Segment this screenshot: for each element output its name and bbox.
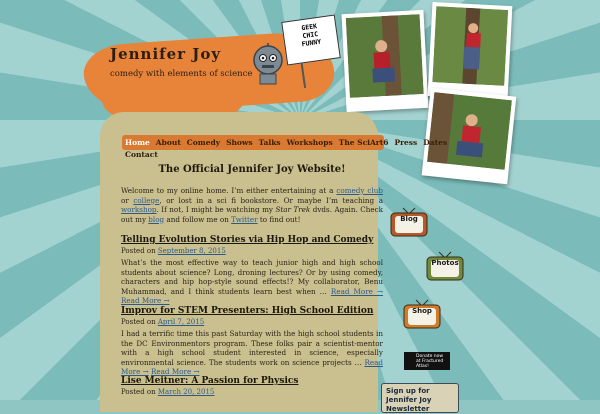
read-more-link[interactable]: Read More → (121, 357, 383, 376)
site-logo[interactable] (110, 45, 253, 85)
main-nav (122, 135, 448, 150)
nav-item-talks[interactable]: Talks (258, 138, 281, 147)
tv-label: Blog (400, 215, 418, 223)
page-title: The Official Jennifer Joy Website! (158, 164, 346, 175)
sign-line: CHIC (301, 29, 319, 41)
post-excerpt-text: What’s the most effective way to teach junior high and high school students about science? Long, droning lectures? Or by using comedy, characters and hip hop-style sound effects!? My collaborator, Benu Muhammad, and I think students learn best when … (121, 258, 383, 296)
nav-item-home[interactable]: Home (125, 138, 150, 147)
blog-tv-button[interactable] (389, 206, 429, 238)
intro-text: to find out! (257, 214, 301, 224)
nav-item-workshops[interactable]: Workshops (286, 138, 333, 147)
intro-text: and follow me on (164, 214, 232, 224)
nav-item-contact[interactable]: Contact (125, 150, 158, 159)
nav-item-press[interactable]: Press (394, 138, 418, 147)
post-date-line (121, 388, 214, 396)
post-date-link[interactable]: April 7, 2015 (157, 318, 205, 326)
read-more-link[interactable]: Read More → (121, 296, 170, 305)
blog-link[interactable]: blog (148, 214, 165, 224)
intro-text: , or lost in a sci fi bookstore. Or maybe I’m teaching a (159, 195, 383, 205)
nav-item-about[interactable]: About (155, 138, 181, 147)
posted-on-label: Posted on (121, 318, 158, 326)
read-more-link[interactable]: Read More → (330, 286, 383, 296)
photos-tv-button[interactable] (425, 250, 465, 282)
intro-text: Welcome to my online home. I’m either entertaining at a (121, 186, 337, 195)
intro-emphasis: Star Trek (275, 205, 311, 214)
geek-chic-funny-sign (281, 14, 341, 65)
posted-on-label: Posted on (121, 388, 158, 396)
post-title[interactable]: Improv for STEM Presenters: High School Edition (121, 306, 374, 316)
post-title[interactable]: Lise Meitner: A Passion for Physics (121, 376, 299, 386)
college-link[interactable]: college (133, 195, 160, 205)
posted-on-label: Posted on (121, 247, 158, 255)
polaroid-photo-1 (341, 10, 428, 112)
post-date-line (121, 318, 204, 326)
intro-text: . If not, I might be watching my (156, 205, 276, 214)
post-date-link[interactable]: March 20, 2015 (157, 388, 215, 396)
logo-subtitle: comedy with elements of science (110, 69, 253, 79)
polaroid-photo-2 (428, 2, 513, 100)
post-date-line (121, 247, 226, 255)
post-date-link[interactable]: September 8, 2015 (157, 247, 226, 255)
post-excerpt (121, 258, 383, 306)
photo-image (346, 14, 424, 98)
intro-text: or (121, 195, 134, 205)
comedy-club-link[interactable]: comedy club (336, 186, 383, 195)
fractured-atlas-donate-badge[interactable] (404, 352, 450, 370)
post-excerpt (121, 329, 383, 377)
photo-image (427, 92, 512, 170)
post-excerpt-text: I had a terrific time this past Saturday with the high school students in the DC Environmentors program. These folks pair a scientist-mentor with a high school student interested in science, especially environmental science. The students work on science projects … (121, 329, 383, 367)
signup-text: Sign up for Jennifer Joy Newsletter (386, 387, 432, 413)
logo-title: Jennifer Joy (110, 45, 222, 63)
shop-tv-button[interactable] (402, 298, 442, 330)
tv-label: Shop (412, 307, 432, 315)
nav-item-sciart6[interactable]: The SciArt6 (338, 138, 389, 147)
nav-item-dates[interactable]: Dates (423, 138, 448, 147)
twitter-link[interactable]: Twitter (231, 214, 258, 224)
photo-image (432, 6, 508, 86)
nav-item-comedy[interactable]: Comedy (186, 138, 221, 147)
workshop-link[interactable]: workshop (121, 205, 157, 214)
intro-paragraph (121, 186, 383, 224)
tv-label: Photos (431, 259, 459, 267)
donate-text: Donate now at Fractured Atlas! (416, 354, 444, 369)
newsletter-signup-box[interactable] (381, 383, 459, 413)
polaroid-photo-3 (422, 88, 517, 185)
read-more-link[interactable]: Read More → (150, 367, 200, 376)
intro-text: dvds. Again. Check out my (121, 205, 383, 224)
sign-line: FUNNY (301, 37, 322, 49)
main-content (121, 164, 383, 396)
post-title[interactable]: Telling Evolution Stories via Hip Hop and Comedy (121, 235, 374, 245)
nav-item-shows[interactable]: Shows (226, 138, 253, 147)
sign-line: GEEK (300, 22, 318, 33)
